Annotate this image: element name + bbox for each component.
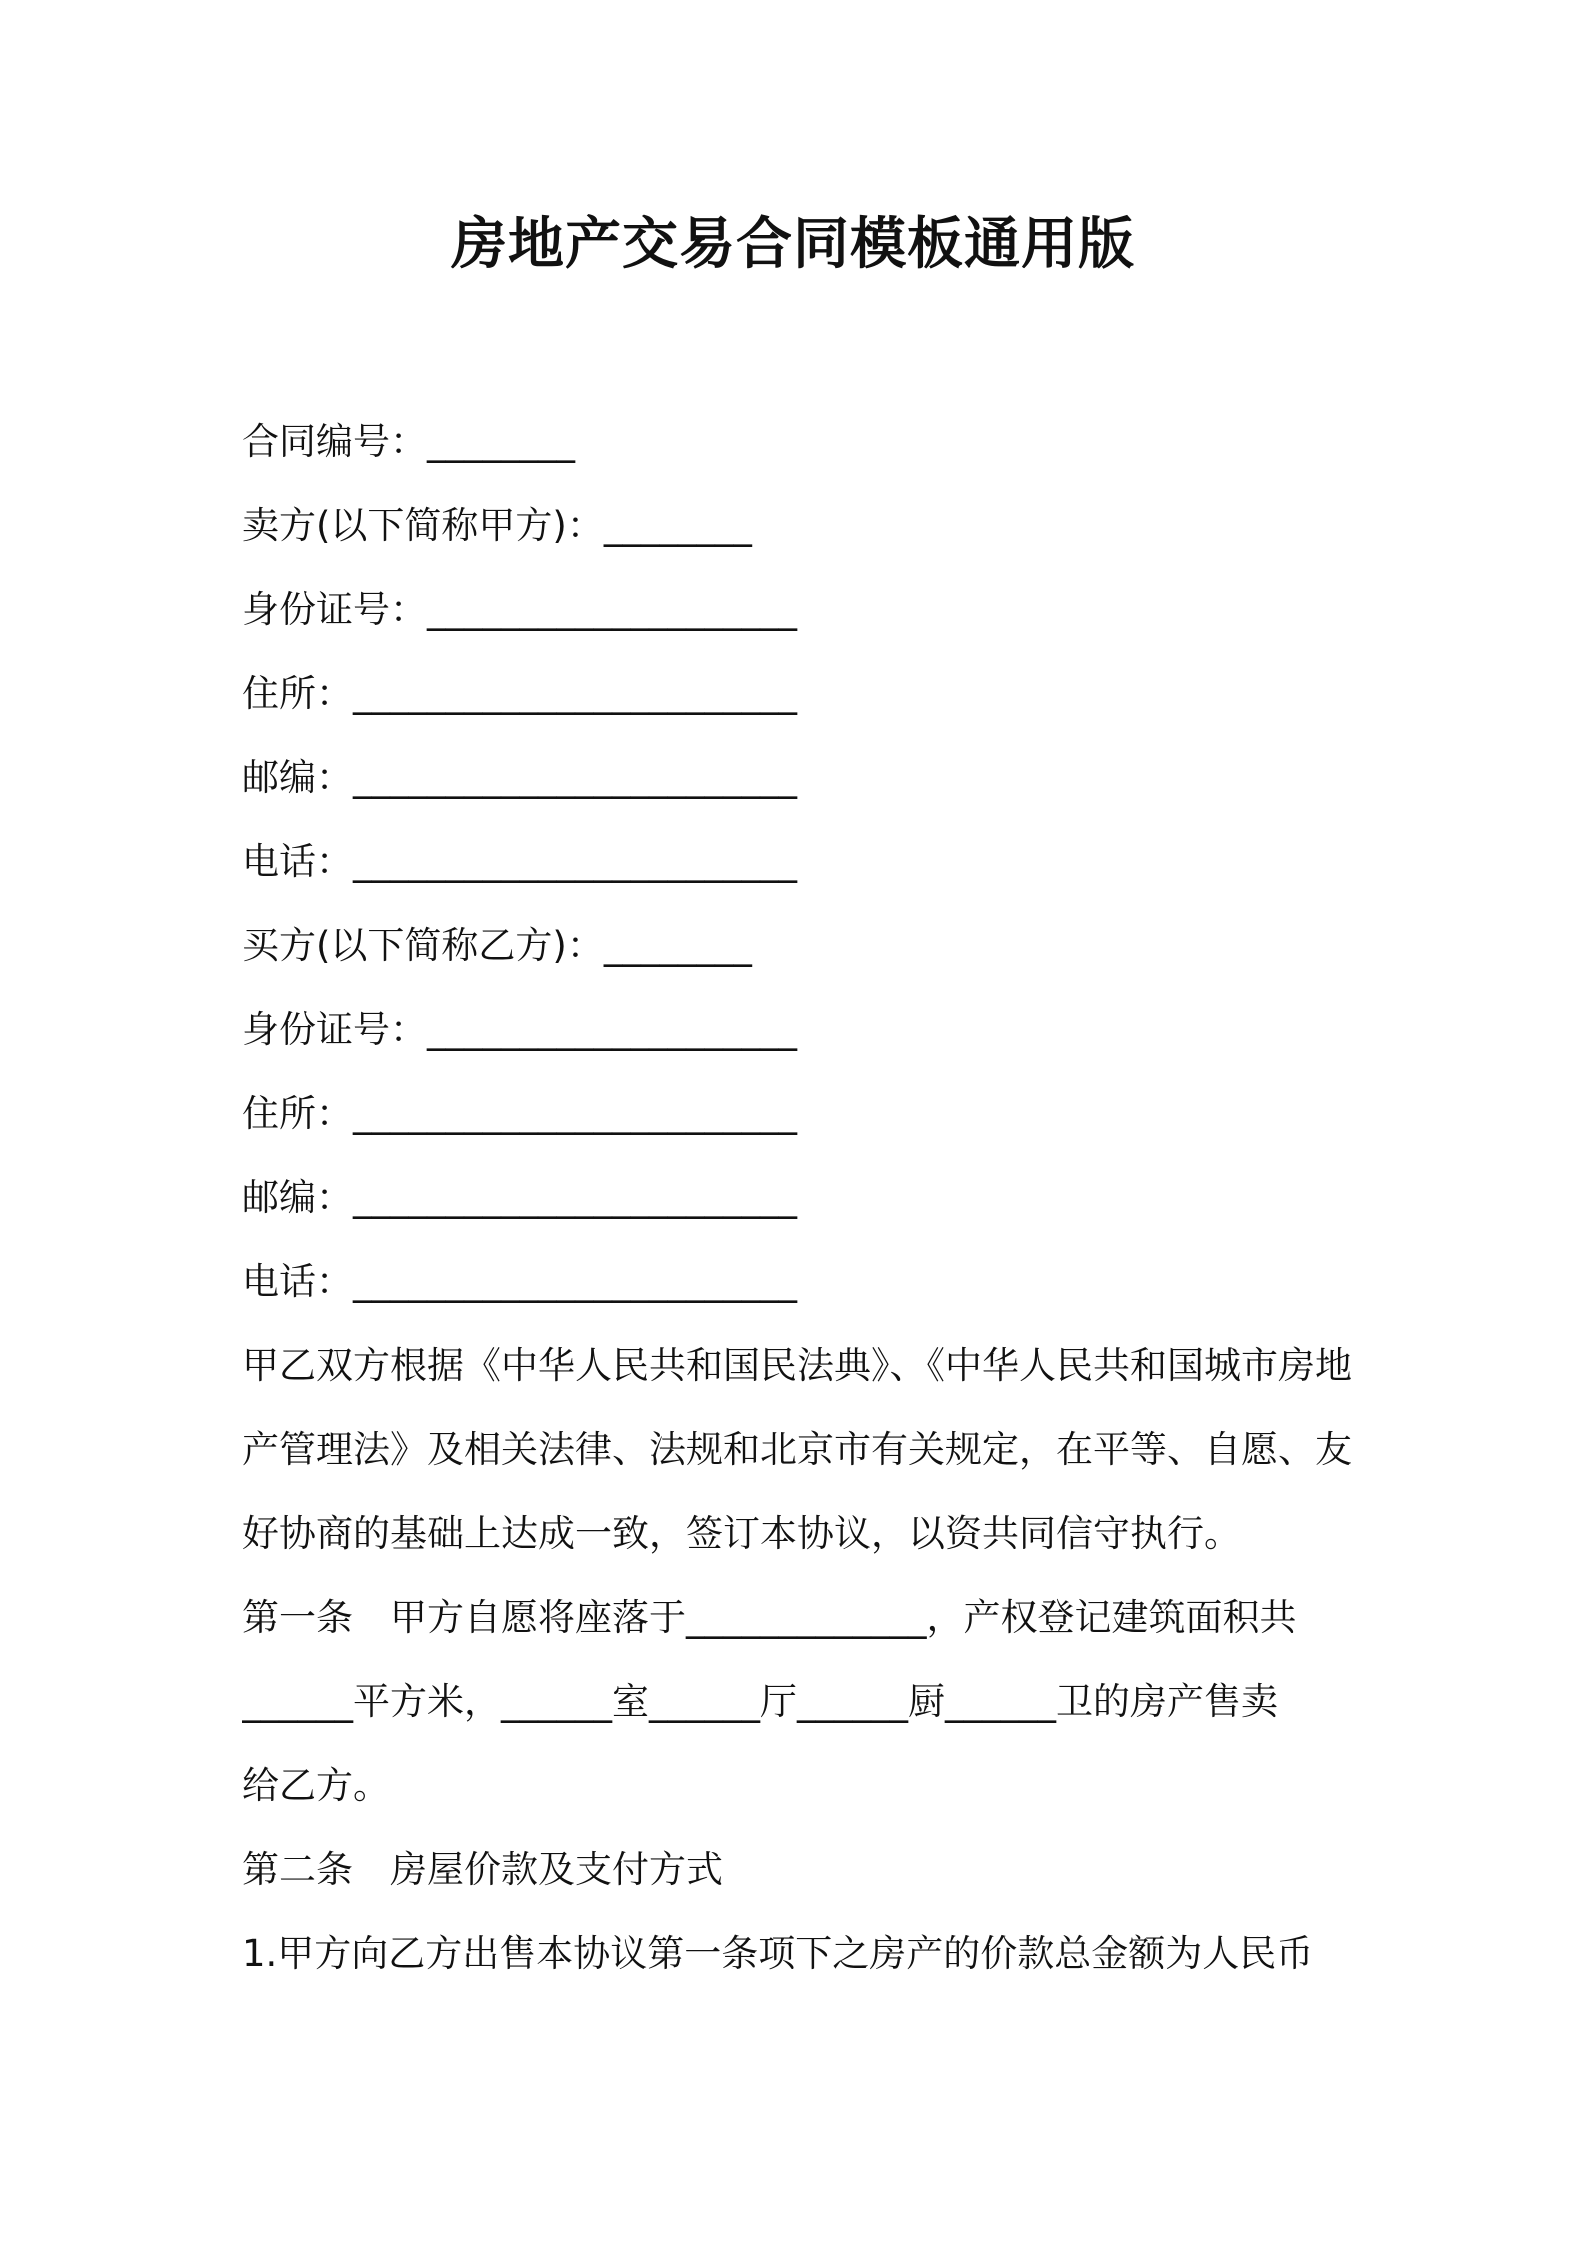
- article-2-heading: 第二条 房屋价款及支付方式: [242, 1848, 723, 1891]
- preamble-line: 产管理法》及相关法律、法规和北京市有关规定，在平等、自愿、友: [242, 1428, 1352, 1471]
- contract-number-field: 合同编号：________: [242, 420, 575, 463]
- article-1-paragraph: [242, 1576, 1362, 1828]
- seller-postcode-field: 邮编：________________________: [242, 756, 797, 799]
- buyer-phone-field: 电话：________________________: [242, 1260, 797, 1303]
- buyer-field: 买方(以下简称乙方)：________: [242, 924, 752, 967]
- article-2-section: [242, 1828, 1362, 1996]
- article-1-line: 第一条 甲方自愿将座落于_____________，产权登记建筑面积共: [242, 1596, 1297, 1639]
- buyer-postcode-field: 邮编：________________________: [242, 1176, 797, 1219]
- article-1-line: 给乙方。: [242, 1764, 390, 1807]
- article-1-line: ______平方米，______室______厅______厨______卫的房产售卖: [242, 1680, 1278, 1723]
- preamble-paragraph: [242, 1324, 1362, 1576]
- preamble-line: 甲乙双方根据《中华人民共和国民法典》、《中华人民共和国城市房地: [242, 1344, 1352, 1387]
- buyer-id-field: 身份证号：____________________: [242, 1008, 797, 1051]
- seller-field: 卖方(以下简称甲方)：________: [242, 504, 752, 547]
- buyer-address-field: 住所：________________________: [242, 1092, 797, 1135]
- party-fields: [242, 400, 1362, 1324]
- article-2-item-1: 1.甲方向乙方出售本协议第一条项下之房产的价款总金额为人民币: [242, 1932, 1314, 1975]
- preamble-line: 好协商的基础上达成一致，签订本协议，以资共同信守执行。: [242, 1512, 1241, 1555]
- seller-phone-field: 电话：________________________: [242, 840, 797, 883]
- seller-id-field: 身份证号：____________________: [242, 588, 797, 631]
- seller-address-field: 住所：________________________: [242, 672, 797, 715]
- document-title: 房地产交易合同模板通用版: [451, 212, 1135, 277]
